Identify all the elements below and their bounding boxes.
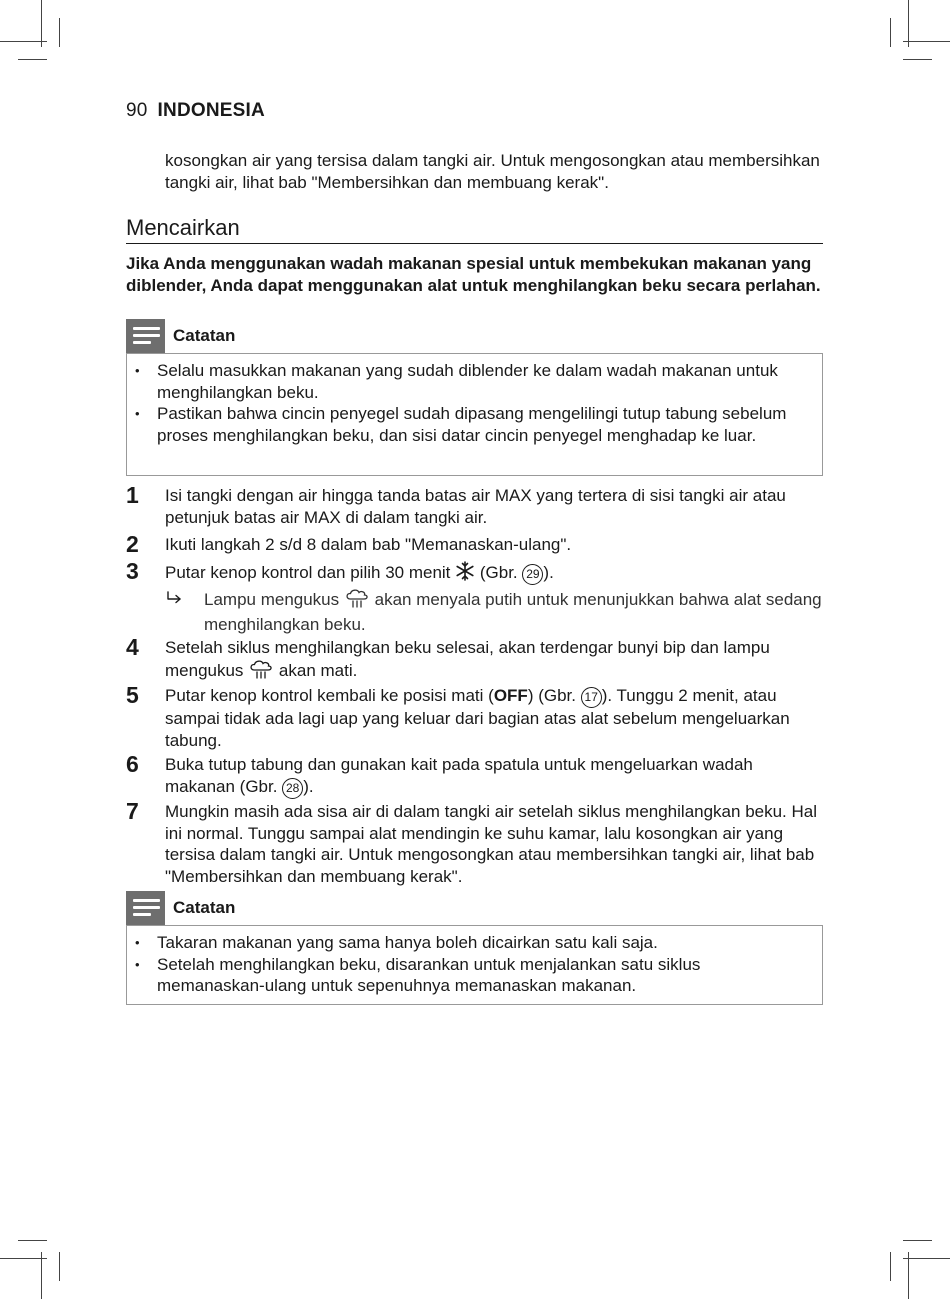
steam-cloud-icon bbox=[344, 588, 370, 614]
crop-mark bbox=[59, 18, 60, 47]
crop-mark bbox=[41, 0, 42, 47]
step-number: 6 bbox=[126, 751, 139, 777]
note-box bbox=[126, 925, 823, 1005]
snowflake-icon bbox=[455, 561, 475, 587]
figure-ref: 17 bbox=[581, 687, 602, 708]
step-text: Buka tutup tabung dan gunakan kait pada spatula untuk mengeluarkan wadah makanan (Gbr. 28 ). bbox=[165, 754, 825, 799]
intro-paragraph: kosongkan air yang tersisa dalam tangki air. Untuk mengosongkan atau membersihkan tangki air, lihat bab "Membersihkan dan membuang kerak". bbox=[165, 151, 820, 192]
step-text: Putar kenop kontrol dan pilih 30 menit (Gbr. 29 ). bbox=[165, 561, 825, 587]
step-number: 1 bbox=[126, 482, 139, 508]
crop-mark bbox=[908, 1252, 909, 1299]
step-text: Putar kenop kontrol kembali ke posisi mati (OFF) (Gbr. 17 ). Tunggu 2 menit, atau sampai tidak ada lagi uap yang keluar dari bagian atas alat sebelum mengeluarkan tabung. bbox=[165, 686, 790, 750]
step-text: Mungkin masih ada sisa air di dalam tangki air setelah siklus menghilangkan beku. Hal ini normal. Tunggu sampai alat mendingin ke suhu kamar, lalu kosongkan air yang tersisa dalam tangki air. Untuk mengosongkan atau membersihkan tangki air, lihat bab "Membersihkan dan membuang kerak". bbox=[165, 802, 818, 886]
result-arrow-icon bbox=[165, 588, 183, 611]
section-lead: Jika Anda menggunakan wadah makanan spesial untuk membekukan makanan yang diblender, Anda dapat menggunakan alat untuk menghilangkan beku secara perlahan. bbox=[126, 254, 821, 295]
note-header bbox=[126, 319, 235, 353]
note-item: • Setelah menghilangkan beku, disarankan untuk menjalankan satu siklus memanaskan-ulang untuk sepenuhnya memanaskan makanan. bbox=[157, 954, 802, 997]
crop-mark bbox=[890, 18, 891, 47]
crop-mark bbox=[903, 1258, 950, 1259]
page-number: 90 bbox=[126, 100, 148, 121]
step-text: Ikuti langkah 2 s/d 8 dalam bab "Memanaskan-ulang". bbox=[165, 535, 572, 554]
note-lines-icon bbox=[126, 891, 165, 925]
step-number: 3 bbox=[126, 558, 139, 584]
note-item: • Selalu masukkan makanan yang sudah diblender ke dalam wadah makanan untuk menghilangkan beku. bbox=[157, 360, 802, 403]
step-number: 4 bbox=[126, 634, 139, 660]
section-title: Mencairkan bbox=[126, 214, 823, 244]
result-text: Lampu mengukus akan menyala putih untuk menunjukkan bahwa alat sedang menghilangkan beku. bbox=[204, 590, 822, 634]
step-number: 5 bbox=[126, 682, 139, 708]
note-lines-icon bbox=[126, 319, 165, 353]
crop-mark bbox=[18, 1240, 47, 1241]
step-text: Isi tangki dengan air hingga tanda batas air MAX yang tertera di sisi tangki air atau petunjuk batas air MAX di dalam tangki air. bbox=[165, 486, 786, 527]
crop-mark bbox=[903, 59, 932, 60]
note-box bbox=[126, 353, 823, 476]
page-header bbox=[126, 100, 265, 122]
step-number: 2 bbox=[126, 531, 139, 557]
note-item: • Takaran makanan yang sama hanya boleh dicairkan satu kali saja. bbox=[157, 932, 802, 954]
crop-mark bbox=[59, 1252, 60, 1281]
figure-ref: 28 bbox=[282, 778, 303, 799]
steam-cloud-icon bbox=[248, 659, 274, 685]
off-label: OFF bbox=[493, 686, 528, 705]
crop-mark bbox=[903, 41, 950, 42]
crop-mark bbox=[0, 41, 47, 42]
page-language: INDONESIA bbox=[157, 100, 265, 121]
crop-mark bbox=[41, 1252, 42, 1299]
crop-mark bbox=[908, 0, 909, 47]
note-label: Catatan bbox=[173, 326, 236, 345]
crop-mark bbox=[18, 59, 47, 60]
note-item: • Pastikan bahwa cincin penyegel sudah dipasang mengelilingi tutup tabung sebelum proses menghilangkan beku, dan sisi datar cincin penyegel menghadap ke luar. bbox=[157, 403, 802, 446]
step-number: 7 bbox=[126, 798, 139, 824]
figure-ref: 29 bbox=[522, 564, 543, 585]
note-label: Catatan bbox=[173, 898, 236, 917]
crop-mark bbox=[0, 1258, 47, 1259]
crop-mark bbox=[903, 1240, 932, 1241]
step-text: Setelah siklus menghilangkan beku selesai, akan terdengar bunyi bip dan lampu mengukus akan mati. bbox=[165, 637, 825, 684]
crop-mark bbox=[890, 1252, 891, 1281]
note-header bbox=[126, 891, 235, 925]
